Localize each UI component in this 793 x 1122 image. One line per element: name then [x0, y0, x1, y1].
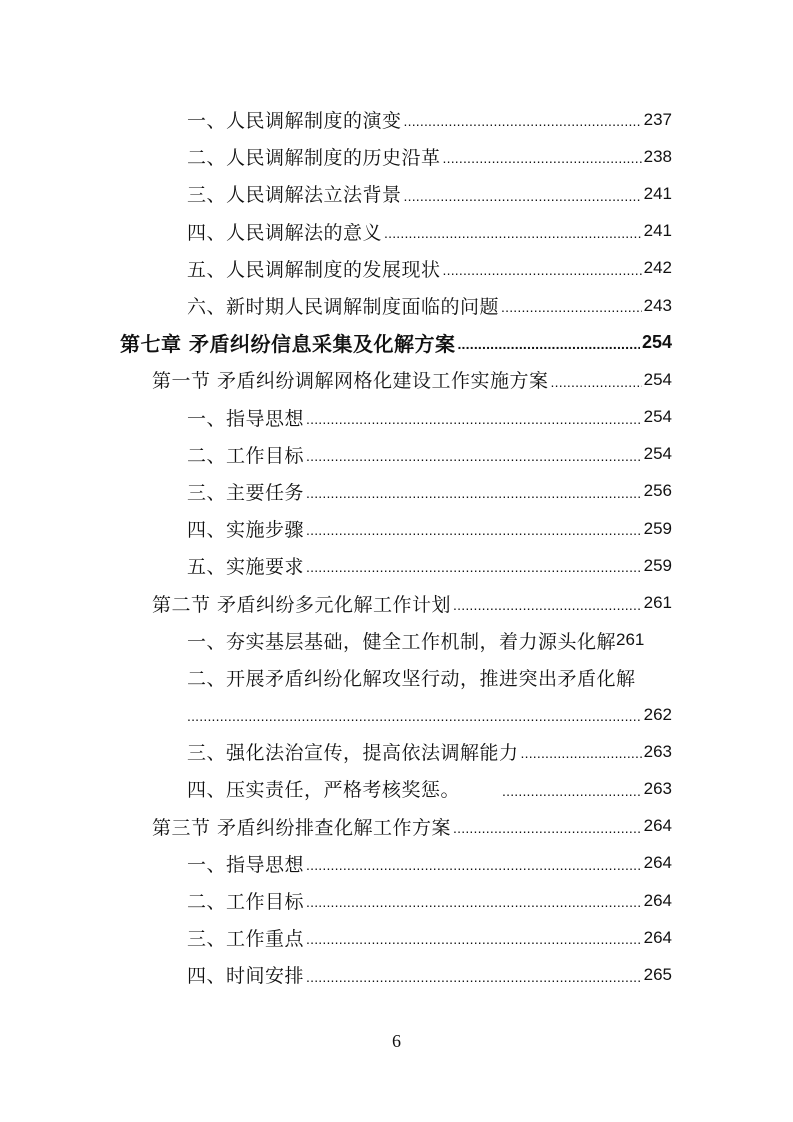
- toc-entry-page: 254: [643, 444, 672, 464]
- toc-entry-page: 261: [643, 593, 672, 613]
- toc-entry[interactable]: [0, 175, 793, 212]
- toc-entry-title: 一、夯实基层基础，健全工作机制，着力源头化解: [187, 630, 617, 653]
- toc-entry-page: 263: [643, 741, 672, 761]
- toc-chapter-entry[interactable]: [0, 324, 793, 361]
- toc-entry[interactable]: [0, 250, 793, 287]
- toc-entry[interactable]: [0, 770, 793, 807]
- toc-entry-page: 256: [643, 481, 672, 501]
- toc-entry-page: 254: [643, 407, 672, 427]
- toc-entry-page: 259: [643, 518, 672, 538]
- toc-section-entry[interactable]: [0, 584, 793, 621]
- toc-entry[interactable]: [0, 882, 793, 919]
- toc-entry-title: 第二节 矛盾纠纷多元化解工作计划: [152, 593, 452, 616]
- toc-entry-title: 第一节 矛盾纠纷调解网格化建设工作实施方案: [152, 370, 549, 393]
- toc-entry-page: 243: [643, 295, 672, 315]
- dot-leader: [453, 821, 642, 845]
- toc-entry-title: 第三节 矛盾纠纷排查化解工作方案: [152, 816, 452, 839]
- toc-section-entry[interactable]: [0, 361, 793, 398]
- dot-leader: [306, 858, 642, 882]
- toc-entry-title: 二、工作目标: [187, 891, 305, 914]
- toc-entry-title: 二、开展矛盾纠纷化解攻坚行动，推进突出矛盾化解: [187, 667, 636, 690]
- toc-entry-title: 三、强化法治宣传，提高依法调解能力: [187, 742, 519, 765]
- dot-leader: [306, 523, 642, 547]
- dot-leader: [306, 412, 642, 436]
- toc-entry-page: 263: [643, 778, 672, 798]
- dot-leader: [521, 746, 642, 770]
- toc-entry-page: 254: [641, 332, 672, 353]
- dot-leader: [306, 970, 642, 994]
- toc-entry[interactable]: [0, 919, 793, 956]
- toc-entry[interactable]: [0, 956, 793, 993]
- toc-entry-title: 五、实施要求: [187, 556, 305, 579]
- dot-leader: [443, 263, 642, 287]
- toc-entry-page: 238: [643, 146, 672, 166]
- toc-entry-title: 四、时间安排: [187, 965, 305, 988]
- dot-leader: [457, 337, 639, 361]
- toc-entry[interactable]: [0, 473, 793, 510]
- toc-entry-page: 264: [643, 927, 672, 947]
- toc-entry-page: 241: [643, 221, 672, 241]
- dot-leader: [404, 189, 642, 213]
- toc-entry-page: 241: [643, 183, 672, 203]
- dot-leader: [502, 784, 642, 808]
- toc-entry-title: 二、人民调解制度的历史沿革: [187, 147, 441, 170]
- toc-entry[interactable]: [0, 622, 793, 659]
- dot-leader: [453, 598, 642, 622]
- toc-entry-page: 264: [643, 890, 672, 910]
- toc-entry-continuation[interactable]: [0, 696, 793, 733]
- toc-entry-title: 四、人民调解法的意义: [187, 221, 383, 244]
- toc-entry-page: 261: [616, 630, 645, 650]
- toc-entry-title: 一、指导思想: [187, 853, 305, 876]
- toc-entry-page: 264: [643, 816, 672, 836]
- toc-entry-title: 四、压实责任，严格考核奖惩。: [187, 779, 461, 802]
- dot-leader: [187, 709, 642, 733]
- toc-entry-page: 242: [643, 258, 672, 278]
- dot-leader: [551, 375, 642, 399]
- dot-leader: [306, 895, 642, 919]
- toc-entry-title: 六、新时期人民调解制度面临的问题: [187, 296, 500, 319]
- toc-entry-title: 五、人民调解制度的发展现状: [187, 258, 441, 281]
- toc-entry[interactable]: [0, 138, 793, 175]
- toc-entry[interactable]: [0, 733, 793, 770]
- toc-entry-title: 第七章 矛盾纠纷信息采集及化解方案: [120, 332, 456, 357]
- dot-leader: [501, 300, 642, 324]
- dot-leader: [306, 449, 642, 473]
- page-number: 6: [392, 1031, 401, 1051]
- toc-entry[interactable]: [0, 845, 793, 882]
- toc-entry-page: 237: [643, 109, 672, 129]
- toc-entry[interactable]: [0, 287, 793, 324]
- toc-entry-title: 三、人民调解法立法背景: [187, 184, 402, 207]
- toc-entry-page: 254: [643, 369, 672, 389]
- toc-entry-title: 一、人民调解制度的演变: [187, 110, 402, 133]
- dot-leader: [443, 151, 642, 175]
- toc-entry-title: 二、工作目标: [187, 444, 305, 467]
- toc-entry[interactable]: [0, 659, 793, 696]
- toc-entry[interactable]: [0, 399, 793, 436]
- toc-entry-title: 四、实施步骤: [187, 519, 305, 542]
- dot-leader: [306, 560, 642, 584]
- toc-entry-title: 三、主要任务: [187, 481, 305, 504]
- toc-entry[interactable]: [0, 510, 793, 547]
- dot-leader: [306, 932, 642, 956]
- dot-leader: [404, 114, 642, 138]
- toc-entry-title: 一、指导思想: [187, 407, 305, 430]
- toc-entry[interactable]: [0, 213, 793, 250]
- dot-leader: [306, 486, 642, 510]
- dot-leader: [384, 226, 642, 250]
- toc-entry[interactable]: [0, 436, 793, 473]
- toc-entry-page: 262: [643, 704, 672, 724]
- toc-entry-page: 259: [643, 555, 672, 575]
- toc-entry[interactable]: [0, 101, 793, 138]
- toc-section-entry[interactable]: [0, 808, 793, 845]
- toc-entry-page: 264: [643, 853, 672, 873]
- table-of-contents: [0, 101, 793, 994]
- toc-entry-page: 265: [643, 964, 672, 984]
- toc-entry-title: 三、工作重点: [187, 928, 305, 951]
- toc-entry[interactable]: [0, 547, 793, 584]
